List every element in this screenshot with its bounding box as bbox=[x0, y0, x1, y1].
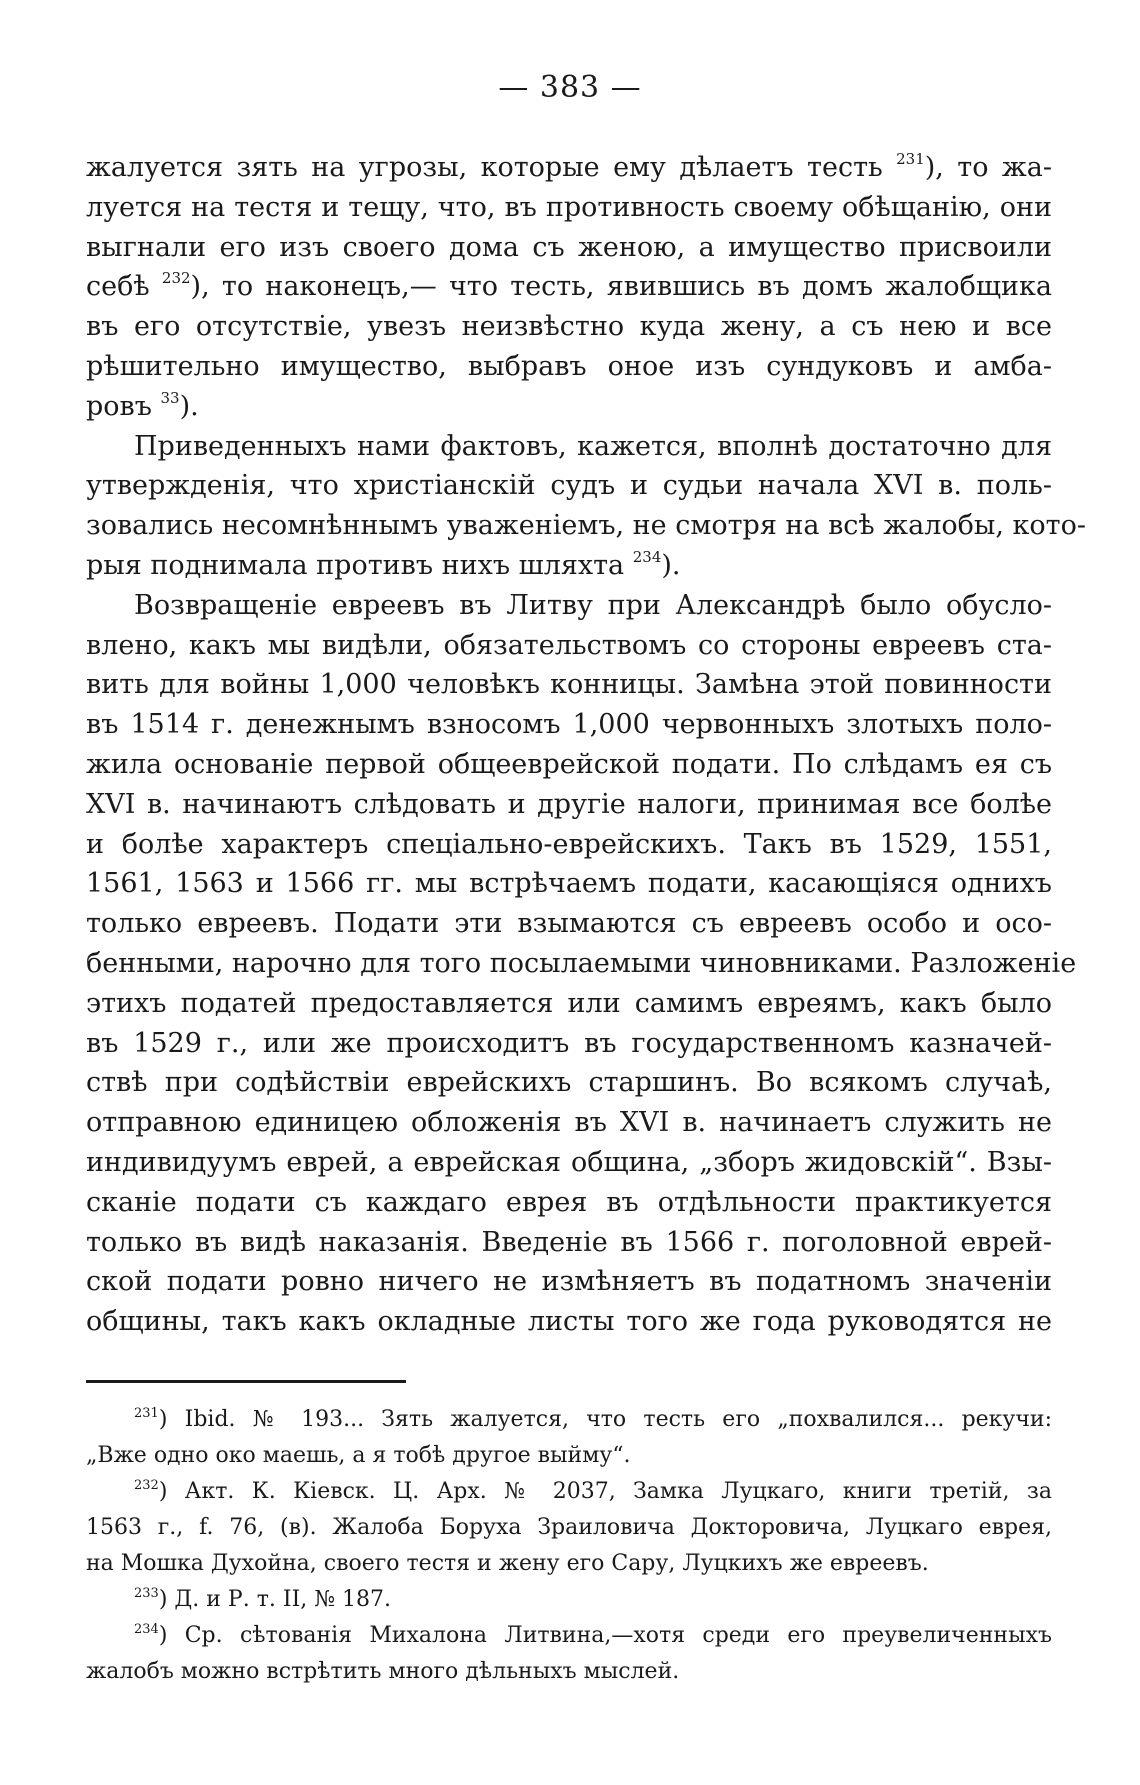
body-line bbox=[86, 1183, 1052, 1223]
text-segment: ской подати ровно ничего не измѣняетъ въ податномъ значеніи bbox=[86, 1266, 1052, 1298]
body-line bbox=[86, 267, 1052, 307]
text-segment: только въ видѣ наказанія. Введеніе въ 1566 г. поголовной еврей- bbox=[86, 1226, 1052, 1258]
footnote-line bbox=[86, 1474, 1052, 1510]
body-line bbox=[86, 626, 1052, 666]
body-line bbox=[86, 864, 1052, 904]
text-segment: отправною единицею обложенія въ XVI в. начинаетъ служить не bbox=[86, 1107, 1052, 1139]
footnote-text: ) Ср. сѣтованія Михалона Литвина,—хотя среди его преувеличенныхъ bbox=[158, 1623, 1052, 1648]
footnotes bbox=[86, 1402, 1052, 1690]
text-segment: ровъ bbox=[86, 390, 161, 422]
body-line bbox=[86, 745, 1052, 785]
body-line bbox=[86, 944, 1077, 984]
body-line bbox=[86, 1223, 1052, 1263]
body-line bbox=[86, 347, 1052, 387]
body-line bbox=[86, 1103, 1052, 1143]
footnote-separator bbox=[86, 1380, 406, 1383]
text-segment: Приведенныхъ нами фактовъ, кажется, вполнѣ достаточно для bbox=[134, 430, 1052, 462]
footnote-text: на Мошка Духойна, своего тестя и жену его Сару, Луцкихъ же евреевъ. bbox=[86, 1551, 929, 1576]
footnote-marker: 232 bbox=[161, 269, 191, 288]
body-line bbox=[86, 825, 1052, 865]
text-segment: только евреевъ. Подати эти взымаются съ евреевъ особо и осо- bbox=[86, 908, 1052, 940]
footnote-line bbox=[86, 1510, 1052, 1546]
text-segment: выгнали его изъ своего дома съ женою, а имущество присвоили bbox=[86, 231, 1052, 263]
footnote-line bbox=[86, 1402, 1052, 1438]
body-line bbox=[86, 427, 1052, 467]
text-segment: зовались несомнѣннымъ уваженіемъ, не смотря на всѣ жалобы, кото- bbox=[86, 510, 1086, 542]
footnote-text: ) Акт. К. Кіевск. Ц. Арх. № 2037, Замка Луцкаго, книги третій, за bbox=[158, 1479, 1052, 1504]
footnote-text: „Вже одно око маешь, а я тобѣ другое выйму“. bbox=[86, 1443, 631, 1468]
footnote-marker: 234 bbox=[134, 1622, 159, 1637]
footnote-text: жалобъ можно встрѣтить много дѣльныхъ мыслей. bbox=[86, 1659, 680, 1684]
text-segment: 1561, 1563 и 1566 гг. мы встрѣчаемъ подати, касающіяся однихъ bbox=[86, 868, 1052, 900]
text-segment: рѣшительно имущество, выбравъ оное изъ сундуковъ и амба- bbox=[86, 350, 1052, 382]
footnote-line bbox=[86, 1438, 1052, 1474]
text-segment: Возвращеніе евреевъ въ Литву при Александрѣ было обусло- bbox=[134, 589, 1052, 621]
body-line bbox=[86, 1302, 1052, 1342]
text-segment: ). bbox=[179, 390, 199, 422]
footnote-marker: 33 bbox=[160, 388, 180, 407]
text-segment: вить для войны 1,000 человѣкъ конницы. Замѣна этой повинности bbox=[86, 669, 1052, 701]
text-segment: сканіе подати съ каждаго еврея въ отдѣльности практикуется bbox=[86, 1186, 1052, 1218]
text-segment: жалуется зять на угрозы, которые ему дѣлаетъ тесть bbox=[86, 152, 897, 183]
page-number: — 383 — bbox=[498, 70, 642, 105]
text-segment: ), то наконецъ,— что тесть, явившись въ домъ жалобщика bbox=[190, 271, 1052, 303]
text-segment: рыя поднимала противъ нихъ шляхта bbox=[86, 549, 633, 581]
footnote-text: 1563 г., f. 76, (в). Жалоба Боруха Зраиловича Докторовича, Луцкаго еврея, bbox=[86, 1515, 1052, 1540]
body-line bbox=[86, 586, 1052, 626]
body-line bbox=[86, 546, 1052, 586]
text-segment: въ 1514 г. денежнымъ взносомъ 1,000 червонныхъ злотыхъ поло- bbox=[86, 709, 1052, 741]
body-line bbox=[86, 904, 1052, 944]
body-line bbox=[86, 307, 1052, 347]
text-segment: жила основаніе первой общееврейской подати. По слѣдамъ ея съ bbox=[86, 748, 1052, 780]
body-line bbox=[86, 506, 1086, 546]
text-segment: бенными, нарочно для того посылаемыми чиновниками. Разложеніе bbox=[86, 947, 1077, 979]
body-line bbox=[86, 1143, 1052, 1183]
text-segment: въ 1529 г., или же происходитъ въ государственномъ казначей- bbox=[86, 1027, 1052, 1059]
body-line bbox=[86, 705, 1052, 745]
footnote-marker: 231 bbox=[134, 1406, 159, 1421]
text-segment: влено, какъ мы видѣли, обязательствомъ со стороны евреевъ ста- bbox=[86, 629, 1052, 661]
text-segment: общины, такъ какъ окладные листы того же года руководятся не bbox=[86, 1306, 1052, 1338]
body-line bbox=[86, 1262, 1052, 1302]
footnote-text: ) Д. и Р. т. II, № 187. bbox=[158, 1587, 392, 1612]
body-line bbox=[86, 387, 1052, 427]
footnote-marker: 232 bbox=[134, 1478, 159, 1493]
footnote-line bbox=[86, 1654, 1052, 1690]
footnote-text: ) Ibid. № 193... Зять жалуется, что тесть его „похвалился... рекучи: bbox=[158, 1407, 1052, 1432]
footnote-line bbox=[86, 1546, 1052, 1582]
text-segment: индивидуумъ еврей, а еврейская община, „зборъ жидовскій“. Взы- bbox=[86, 1146, 1052, 1178]
footnote-marker: 231 bbox=[896, 150, 925, 168]
body-line bbox=[86, 228, 1052, 268]
footnote-line bbox=[86, 1618, 1052, 1654]
body-line bbox=[86, 1024, 1052, 1064]
text-segment: этихъ податей предоставляется или самимъ евреямъ, какъ было bbox=[86, 987, 1052, 1019]
body-line bbox=[86, 188, 1052, 228]
text-segment: утвержденія, что христіанскій судъ и судьи начала XVI в. поль- bbox=[86, 470, 1052, 502]
text-segment: ствѣ при содѣйствіи еврейскихъ старшинъ. Во всякомъ случаѣ, bbox=[86, 1067, 1052, 1099]
text-segment: и болѣе характеръ спеціально-еврейскихъ. Такъ въ 1529, 1551, bbox=[86, 828, 1052, 860]
body-line bbox=[86, 466, 1052, 506]
body-line bbox=[86, 665, 1052, 705]
main-text bbox=[86, 148, 1086, 1342]
text-segment: XVI в. начинаютъ слѣдовать и другіе налоги, принимая все болѣе bbox=[86, 788, 1052, 820]
footnote-marker: 233 bbox=[134, 1586, 159, 1601]
text-segment: луется на тестя и тещу, что, въ противность своему обѣщанію, они bbox=[86, 191, 1052, 223]
body-line bbox=[86, 148, 1052, 188]
footnote-line bbox=[86, 1582, 1052, 1618]
footnote-marker: 234 bbox=[632, 547, 662, 566]
text-segment: въ его отсутствіе, увезъ неизвѣстно куда жену, а съ нею и все bbox=[86, 311, 1052, 343]
body-line bbox=[86, 984, 1052, 1024]
body-line bbox=[86, 785, 1052, 825]
text-segment: ), то жа- bbox=[924, 152, 1052, 183]
text-segment: себѣ bbox=[86, 271, 162, 303]
text-segment: ). bbox=[661, 549, 681, 581]
body-line bbox=[86, 1063, 1052, 1103]
